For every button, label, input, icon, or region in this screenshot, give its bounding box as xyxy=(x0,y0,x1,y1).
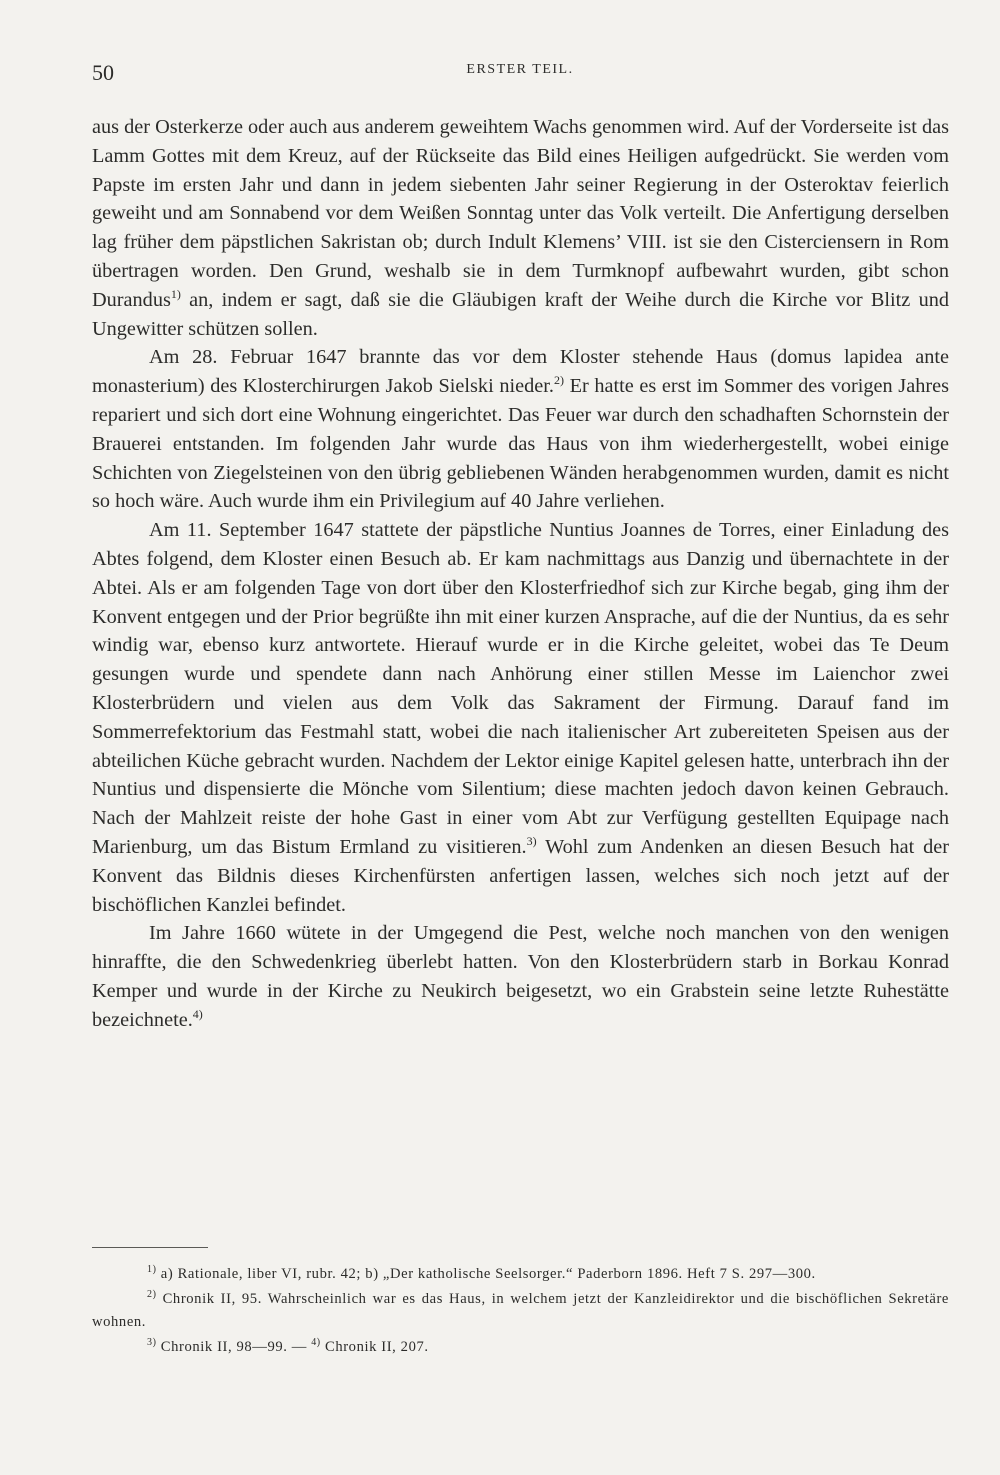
footnote-1-text: a) Rationale, liber VI, rubr. 42; b) „Der katholische Seelsorger.“ Paderborn 1896. Heft 7 S. 297—300. xyxy=(156,1266,816,1282)
paragraph-2-tail: Er hatte es erst im Sommer des vorigen Jahres repariert und sich dort eine Wohnung eingerichtet. Das Feuer war durch den schadhaften Schornstein der Brauerei entstanden. Im folgenden Jahr wurde das Haus von ihm wiederhergestellt, wobei einige Schichten von Ziegelsteinen von den übrig gebliebenen Wänden herabgenommen wurden, damit es nicht so hoch wäre. Auch wurde ihm ein Privilegium auf 40 Jahre verliehen. xyxy=(92,375,949,513)
footnote-1-mark: 1) xyxy=(147,1264,157,1276)
footnote-ref-2: 2) xyxy=(553,373,564,388)
paragraph-2-text: Am 28. Februar 1647 brannte das vor dem Kloster stehende Haus (domus lapidea ante monasterium) des Klosterchirurgen Jakob Sielski nieder. xyxy=(92,346,949,398)
footnote-ref-1: 1) xyxy=(170,287,181,302)
paragraph-1 xyxy=(92,113,949,343)
footnote-2 xyxy=(92,1288,949,1334)
footnote-2-mark: 2) xyxy=(147,1289,157,1301)
paragraph-3-text: Am 11. September 1647 stattete der päpstliche Nuntius Joannes de Torres, einer Einladung des Abtes folgend, dem Kloster einen Besuch ab. Er kam nachmittags aus Danzig und übernachtete in der Abtei. Als er am folgenden Tage von dort über den Klosterfriedhof sich zur Kirche begab, ging ihm der Konvent entgegen und der Prior begrüßte ihn mit einer kurzen Ansprache, auf die der Nuntius, da es sehr windig war, ebenso kurz antwortete. Hierauf wurde er in die Kirche geleitet, wobei das Te Deum gesungen wurde und spendete dann nach Anhörung einer stillen Messe im Laienchor zwei Klosterbrüdern und vielen aus dem Volk das Sakrament der Firmung. Darauf fand im Sommerrefektorium das Festmahl statt, wobei die nach italienischer Art zubereiteten Speisen aus der abteilichen Küche gebracht wurden. Nachdem der Lektor einige Kapitel gelesen hatte, unterbrach ihn der Nuntius und dispensierte die Mönche vom Silentium; diese machten jedoch davon keinen Gebrauch. Nach der Mahlzeit reiste der hohe Gast in einer vom Abt zur Verfügung gestellten Equipage nach Marienburg, um das Bistum Ermland zu visitieren. xyxy=(92,519,949,858)
running-head: ERSTER TEIL. xyxy=(466,62,574,77)
footnote-4-mark: 4) xyxy=(311,1337,321,1349)
paragraph-1-text: aus der Osterkerze oder auch aus anderem geweihtem Wachs genommen wird. Auf der Vorderseite ist das Lamm Gottes mit dem Kreuz, auf der Rückseite das Bild eines Heiligen aufgedrückt. Sie werden vom Papste im ersten Jahr und dann in jedem siebenten Jahr seiner Regierung in der Osteroktav feierlich geweiht und am Sonnabend vor dem Weißen Sonntag unter das Volk verteilt. Die Anfertigung derselben lag früher dem päpstlichen Sakristan ob; durch Indult Klemens’ VIII. ist sie den Cisterciensern in Rom übertragen worden. Den Grund, weshalb sie in dem Turmknopf aufbewahrt wurden, gibt schon Durandus xyxy=(92,116,949,311)
page-header xyxy=(92,58,948,90)
paragraph-4 xyxy=(92,919,949,1034)
footnote-4-text: Chronik II, 207. xyxy=(320,1339,429,1355)
footnote-2-text: Chronik II, 95. Wahrscheinlich war es das Haus, in welchem jetzt der Kanzleidirektor und die bischöflichen Sekretäre wohnen. xyxy=(92,1291,949,1330)
page-number: 50 xyxy=(92,60,114,85)
footnote-ref-4: 4) xyxy=(192,1006,203,1021)
footnote-3-mark: 3) xyxy=(147,1337,157,1349)
footnote-ref-3: 3) xyxy=(526,834,537,849)
paragraph-1-tail: an, indem er sagt, daß sie die Gläubigen kraft der Weihe durch die Kirche vor Blitz und Ungewitter schützen sollen. xyxy=(92,288,949,340)
footnote-divider xyxy=(92,1247,208,1248)
paragraph-3 xyxy=(92,516,949,919)
footnote-1 xyxy=(92,1263,949,1286)
paragraph-2 xyxy=(92,343,949,516)
paragraph-3-tail: Wohl zum Andenken an diesen Besuch hat der Konvent das Bildnis dieses Kirchenfürsten anfertigen lassen, welches sich noch jetzt auf der bischöflichen Kanzlei befindet. xyxy=(92,835,949,916)
footnote-3-4 xyxy=(92,1336,949,1359)
footnotes xyxy=(92,1263,949,1361)
main-text xyxy=(92,113,949,1035)
footnote-3-text: Chronik II, 98—99. — xyxy=(156,1339,312,1355)
paragraph-4-text: Im Jahre 1660 wütete in der Umgegend die Pest, welche noch manchen von den wenigen hinraffte, die den Schwedenkrieg überlebt hatten. Von den Klosterbrüdern starb in Borkau Konrad Kemper und wurde in der Kirche zu Neukirch beigesetzt, wo ein Grabstein seine letzte Ruhestätte bezeichnete. xyxy=(92,922,949,1031)
